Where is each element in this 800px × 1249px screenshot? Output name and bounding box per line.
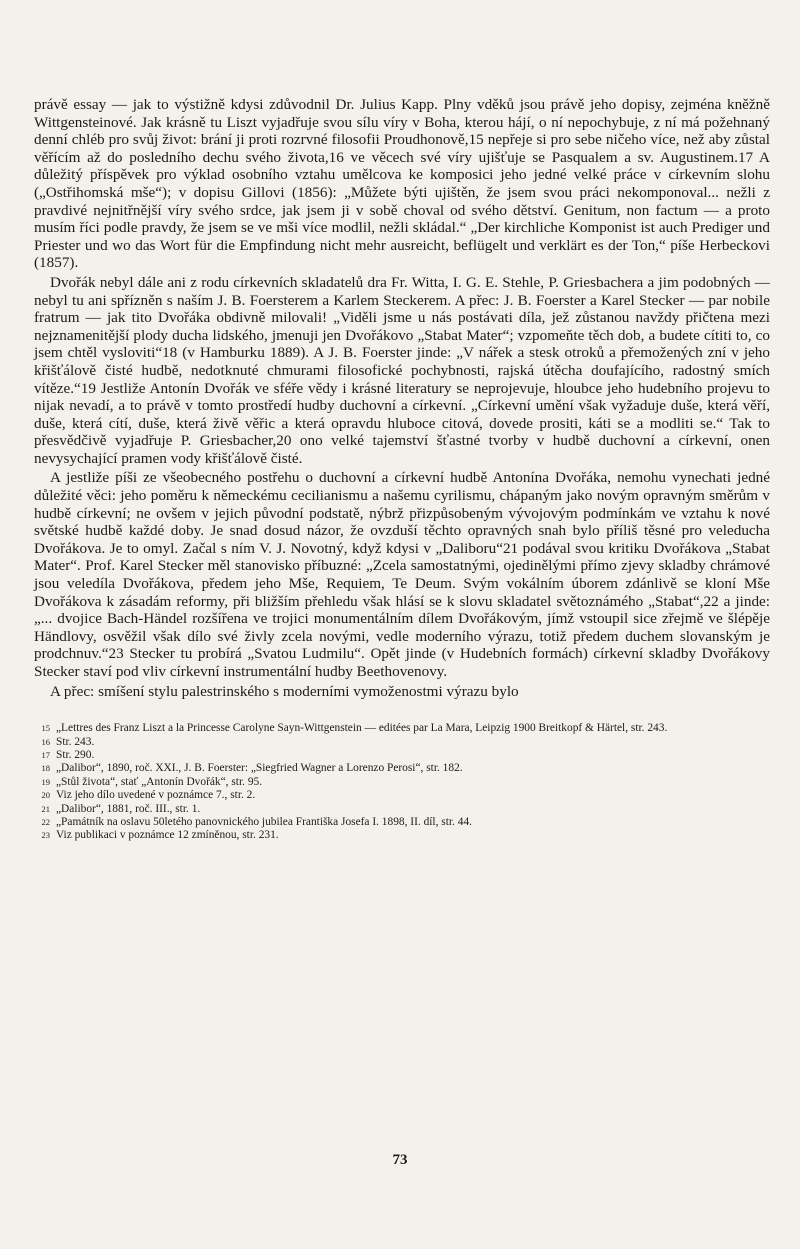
footnote bbox=[34, 789, 770, 802]
footnote bbox=[34, 829, 770, 842]
footnote-number: 22 bbox=[41, 817, 50, 828]
footnote bbox=[34, 816, 770, 829]
footnote-number: 17 bbox=[41, 750, 50, 760]
paragraph-1: právě essay — jak to výstižně kdysi zdůvodnil Dr. Julius Kapp. Plny vděků jsou právě jeho dopisy, zejména kněžně Wittgensteinové. Jak krásně tu Liszt vyjadřuje svou sílu víry v Boha, kterou hájí, o ní nepochybuje, z ní má požehnaný denní chléb pro svůj život: brání ji proti rozrvné filosofii Proudhonově,15 nepřeje si pro sebe ničeho více, než aby zůstal věřícím až do posledního dechu svého života,16 ve věcech své víry ujišťuje se Pasqualem a sv. Augustinem.17 A důležitý příspěvek pro výklad osobního vztahu umělcova ke komposici jeho jedné velké práce v církevním slohu („Ostřihomská mše“); v dopisu Gillovi (1856): „Můžete býti ujištěn, že jsem svou práci nekomponoval... nežli z pravdivé nejnitřnější víry svého srdce, jak jsem ji v sobě choval od svého dětství. Genitum, non factum — a proto musím říci podle pravdy, že jsem se ve mši více modlil, nežli skládal.“ „Der kirchliche Komponist ist auch Prediger und Priester und wo das Wort für die Empfindung nicht mehr ausreicht, beflügelt und verklärt es der Ton,“ píše Herbeckovi (1857). bbox=[34, 96, 770, 272]
footnote bbox=[34, 749, 770, 762]
main-text bbox=[34, 96, 770, 700]
footnote-number: 21 bbox=[41, 803, 50, 814]
footnote-number: 18 bbox=[41, 763, 50, 774]
paragraph-4: A přec: smíšení stylu palestrinského s moderními vymoženostmi výrazu bylo bbox=[50, 682, 519, 700]
footnote bbox=[34, 762, 770, 775]
footnote bbox=[34, 722, 770, 735]
footnote-number: 23 bbox=[41, 830, 50, 841]
footnote-text: „Lettres des Franz Liszt a la Princesse Carolyne Sayn-Wittgenstein — editées par La Mara, Leipzig 1900 Breitkopf & Härtel, str. 243. bbox=[56, 722, 668, 735]
footnote-number: 19 bbox=[41, 776, 50, 787]
footnotes bbox=[34, 722, 770, 843]
paragraph-2: Dvořák nebyl dále ani z rodu církevních skladatelů dra Fr. Witta, I. G. E. Stehle, P. Griesbachera a jim podobných — nebyl tu ani spřízněn s naším J. B. Foersterem a Karlem Steckerem. A přec: J. B. Foerster a Karel Stecker — par nobile fratrum — jak tito Dvořáka obdivně milovali! „Viděli jsme u nás postávati díla, jež zůstanou navždy přičtena mezi nejznamenitější plody ducha lidského, jmenuji jen Dvořákovo „Stabat Mater“; vzpomeňte těch dob, a budete cítiti to, co jsem chtěl vysloviti“18 (v Hamburku 1889). A J. B. Foerster jinde: „V nářek a stesk otroků a přemožených zní v jeho křišťálově čisté hudbě, nedotknuté chmurami filosofické pochybnosti, rajská útěcha doufajícího, radostný smích vítěze.“19 Jestliže Antonín Dvořák ve sféře vědy i krásné literatury se neprojevuje, hloubce jeho hudebního projevu to nijak nevadí, a to právě v tomto prostředí hudby duchovní a církevní. „Církevní umění však vyžaduje duše, která věří, duše, která cítí, duše, která živě věřic a která opravdu hluboce citová, dovede prositi, káti se a modliti se.“ Tak to přesvědčivě vyjadřuje P. Griesbacher,20 ono velké tajemství šťastné tvorby v hudbě duchovní a církevní, onen nevysychající pramen vody křišťálově čisté. bbox=[34, 273, 770, 467]
footnote-text: „Dalibor“, 1890, roč. XXI., J. B. Foerster: „Siegfried Wagner a Lorenzo Perosi“, str. 182. bbox=[56, 762, 463, 775]
footnote-text: „Památník na oslavu 50letého panovnického jubilea Františka Josefa I. 1898, II. díl, str. 44. bbox=[56, 816, 472, 829]
footnote-text: Str. 290. bbox=[56, 749, 95, 761]
footnote-number: 16 bbox=[41, 736, 50, 747]
footnote-text: Viz jeho dílo uvedené v poznámce 7., str. 2. bbox=[56, 789, 256, 802]
footnote-text: Viz publikaci v poznámce 12 zmíněnou, str. 231. bbox=[56, 829, 279, 842]
paragraph-3: A jestliže píši ze všeobecného postřehu o duchovní a církevní hudbě Antonína Dvořáka, nemohu vynechati jedné důležité věci: jeho poměru k německému cecilianismu a našemu cyrilismu, chápaným jako novým opravným směrům v hudbě církevní; ne ovšem v jejich původní podstatě, nýbrž přizpůsobeným vývojovým podmínkám ve vztahu k nové světské hudbě každé doby. Je snad dosud názor, že ovzduší těchto opravných snah bylo příliš těsné pro veleducha Dvořákova. Je to omyl. Začal s ním V. J. Novotný, když kdysi v „Daliboru“21 podával svou kritiku Dvořákova „Stabat Mater“. Prof. Karel Stecker měl stanovisko příbuzné: „Zcela samostatnými, ojedinělými přímo zjevy skladby chrámové jsou veledíla Dvořákova, předem jeho Mše, Requiem, Te Deum. Svým vokálním úborem zdánlivě se kloní Mše Dvořákova k zásadám reformy, při bližším přehledu však hlásí se k slovu skladatel světoznámého „Stabat“,22 a jinde: „... dvojice Bach-Händel rozšířena ve trojici monumentálním dílem Dvořákovým, jímž vstoupil sice zřejmě ve šlépěje Händlovy, osvěžil však dílo své živly zcela novými, vedle moderního výrazu, totiž předem duchem slovanským je prodchnuv.“23 Stecker tu probírá „Svatou Ludmilu“. Opět jinde (v Hudebních formách) církevní skladby Dvořákovy Stecker staví pod vliv církevní instrumentální hudby Beethovenovy. bbox=[34, 469, 770, 680]
footnote bbox=[34, 736, 770, 749]
footnote bbox=[34, 803, 770, 816]
footnote bbox=[34, 776, 770, 789]
footnote-number: 15 bbox=[41, 723, 50, 734]
footnote-text: Str. 243. bbox=[56, 735, 95, 748]
page-number: 73 bbox=[392, 1152, 408, 1168]
footnote-number: 20 bbox=[41, 790, 50, 801]
footnote-text: „Stůl života“, stať „Antonín Dvořák“, str. 95. bbox=[56, 775, 263, 788]
footnote-text: „Dalibor“, 1881, roč. III., str. 1. bbox=[56, 802, 201, 815]
